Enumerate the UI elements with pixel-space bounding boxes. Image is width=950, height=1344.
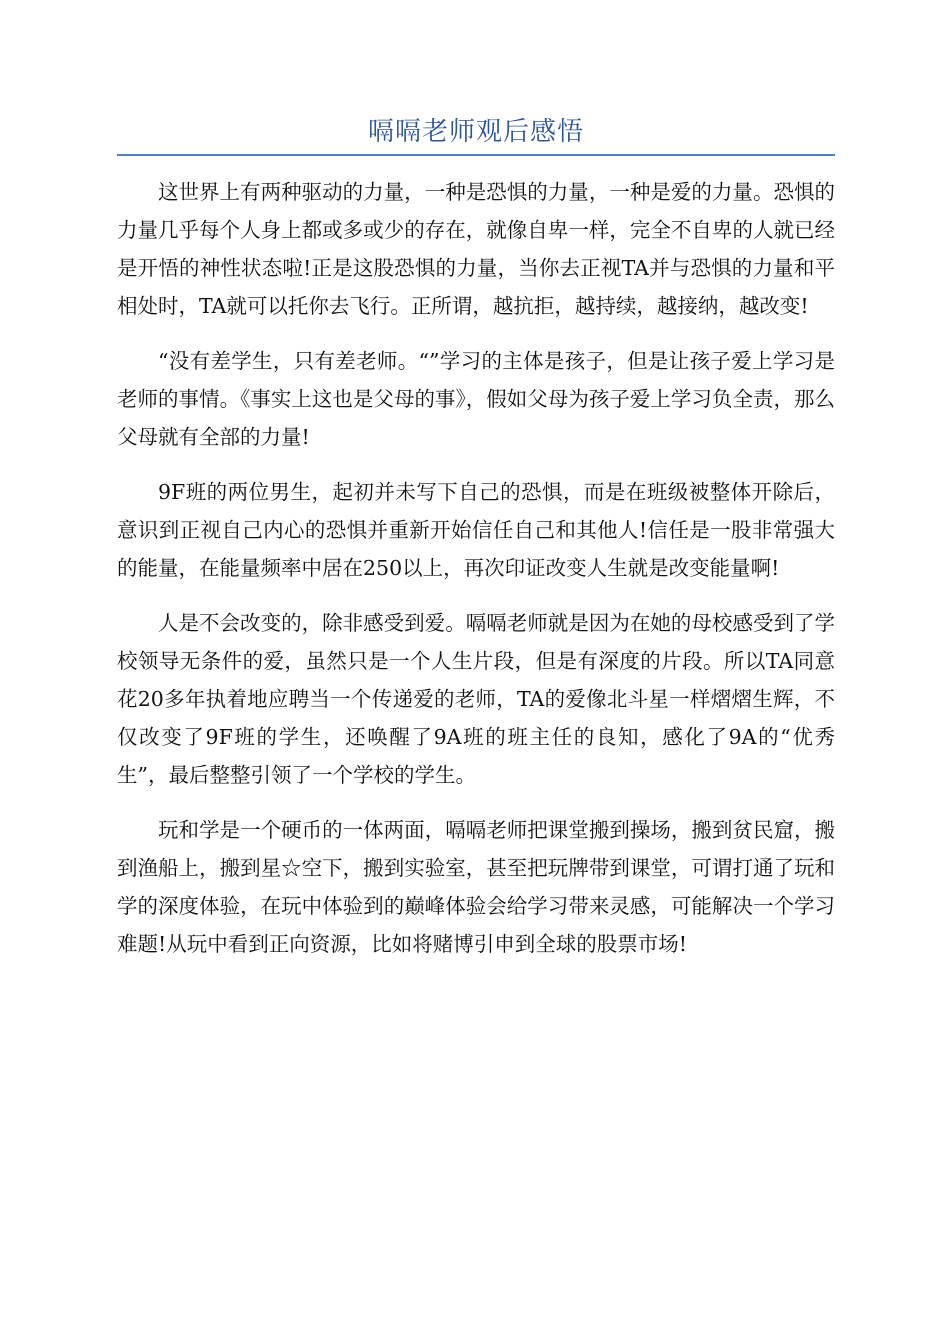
paragraph-4: 人是不会改变的，除非感受到爱。嗝嗝老师就是因为在她的母校感受到了学校领导无条件的爱，虽然只是一个人生片段，但是有深度的片段。所以TA同意花20多年执着地应聘当一个传递爱的老师，TA的爱像北斗星一样熠熠生辉，不仅改变了9F班的学生，还唤醒了9A班的班主任的良知，感化了9A的“优秀生”，最后整整引领了一个学校的学生。 bbox=[117, 611, 835, 787]
paragraph-1: 这世界上有两种驱动的力量，一种是恐惧的力量，一种是爱的力量。恐惧的力量几乎每个人身上都或多或少的存在，就像自卑一样，完全不自卑的人就已经是开悟的神性状态啦!正是这股恐惧的力量，当你去正视TA并与恐惧的力量和平相处时，TA就可以托你去飞行。正所谓，越抗拒，越持续，越接纳，越改变! bbox=[117, 180, 835, 318]
title-underline bbox=[117, 154, 835, 156]
paragraph-5: 玩和学是一个硬币的一体两面，嗝嗝老师把课堂搬到操场，搬到贫民窟，搬到渔船上，搬到星☆空下，搬到实验室，甚至把玩牌带到课堂，可谓打通了玩和学的深度体验，在玩中体验到的巅峰体验会给学习带来灵感，可能解决一个学习难题!从玩中看到正向资源，比如将赌博引申到全球的股票市场! bbox=[117, 818, 835, 956]
document-title: 嗝嗝老师观后感悟 bbox=[367, 117, 584, 147]
paragraph-3: 9F班的两位男生，起初并未写下自己的恐惧，而是在班级被整体开除后，意识到正视自己内心的恐惧并重新开始信任自己和其他人!信任是一股非常强大的能量，在能量频率中居在250以上，再次印证改变人生就是改变能量啊! bbox=[117, 480, 835, 580]
document-body bbox=[117, 173, 835, 980]
paragraph-2: “没有差学生，只有差老师。“”学习的主体是孩子，但是让孩子爱上学习是老师的事情。《事实上这也是父母的事》，假如父母为孩子爱上学习负全责，那么父母就有全部的力量! bbox=[117, 349, 835, 449]
